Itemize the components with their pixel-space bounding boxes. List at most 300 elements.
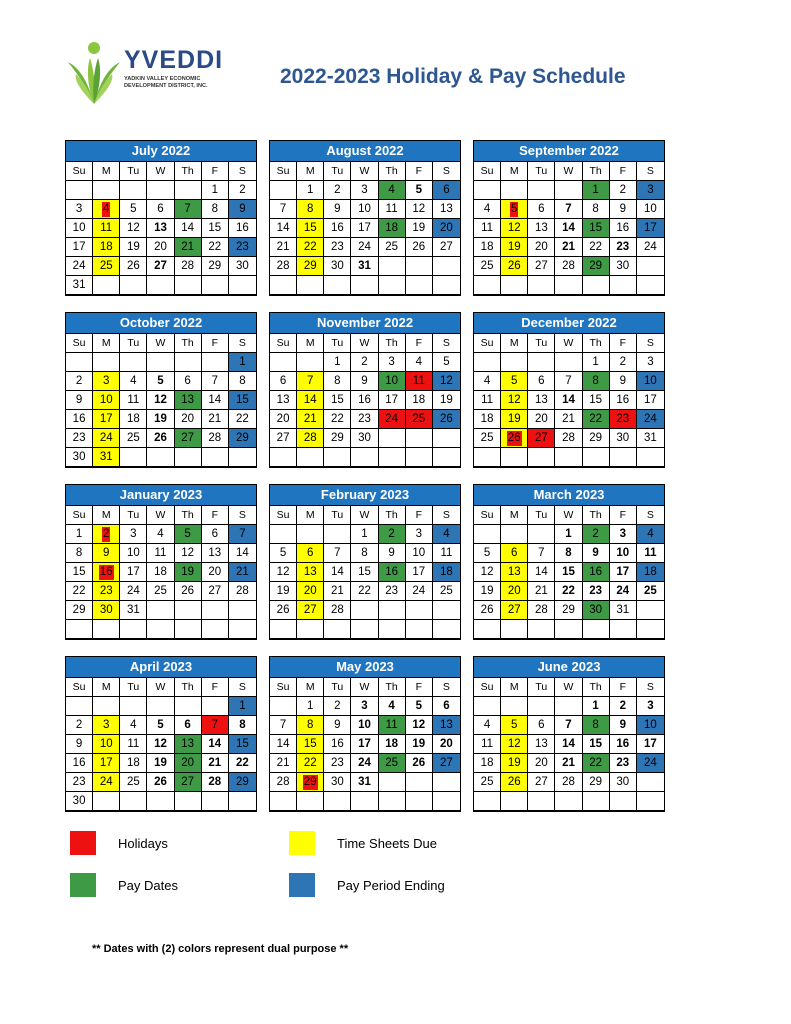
calendar-day: 15 <box>351 563 378 582</box>
weekday-header: S <box>433 678 460 697</box>
calendar-day: 20 <box>270 410 297 429</box>
calendar-day: 6 <box>147 200 174 219</box>
empty-day <box>583 448 610 467</box>
empty-day <box>474 697 501 716</box>
calendar-day: 20 <box>175 410 202 429</box>
weekday-header: M <box>93 162 120 181</box>
calendar-day: 3 <box>93 372 120 391</box>
calendar-day: 26 <box>147 773 174 792</box>
empty-day <box>406 792 433 811</box>
weekday-header: Th <box>583 334 610 353</box>
weekday-header: M <box>297 334 324 353</box>
empty-day <box>501 181 528 200</box>
calendar-day: 6 <box>528 200 555 219</box>
empty-day <box>555 276 582 295</box>
calendar-day: 27 <box>202 582 229 601</box>
calendar-day: 2 <box>66 372 93 391</box>
calendar-day: 4 <box>474 200 501 219</box>
calendar-day: 10 <box>406 544 433 563</box>
calendar-day: 26 <box>501 773 528 792</box>
calendar-day: 26 <box>433 410 460 429</box>
calendar-day: 19 <box>120 238 147 257</box>
calendar-day: 2 <box>324 181 351 200</box>
leaf-logo-icon <box>66 40 122 106</box>
empty-day <box>147 792 174 811</box>
weekday-header: W <box>351 162 378 181</box>
empty-day <box>610 448 637 467</box>
calendar-day: 13 <box>175 391 202 410</box>
empty-day <box>474 525 501 544</box>
calendar-day: 2 <box>379 525 406 544</box>
empty-day <box>637 448 664 467</box>
calendar-day: 9 <box>610 200 637 219</box>
calendar-day: 16 <box>351 391 378 410</box>
calendar-day: 1 <box>583 353 610 372</box>
calendar-day: 7 <box>202 372 229 391</box>
calendar-day: 7 <box>555 716 582 735</box>
calendar-day: 19 <box>406 219 433 238</box>
empty-day <box>379 448 406 467</box>
calendar-day: 11 <box>120 735 147 754</box>
weekday-header: F <box>406 678 433 697</box>
empty-day <box>379 276 406 295</box>
calendar-day: 7 <box>555 200 582 219</box>
empty-day <box>147 620 174 639</box>
empty-day <box>501 353 528 372</box>
calendar-day: 10 <box>93 735 120 754</box>
calendar-day: 9 <box>324 200 351 219</box>
weekday-header: Tu <box>528 506 555 525</box>
calendar-day: 24 <box>610 582 637 601</box>
calendar-day: 12 <box>147 391 174 410</box>
calendar-day: 5 <box>120 200 147 219</box>
calendar-day: 9 <box>66 391 93 410</box>
calendar-day: 18 <box>379 735 406 754</box>
legend-timesheets-swatch <box>289 831 315 855</box>
calendar-day: 18 <box>120 754 147 773</box>
empty-day <box>175 353 202 372</box>
weekday-header: Th <box>583 678 610 697</box>
calendar-day: 26 <box>270 601 297 620</box>
calendar-day: 13 <box>501 563 528 582</box>
empty-day <box>324 525 351 544</box>
calendar-day: 25 <box>406 410 433 429</box>
calendar-day: 24 <box>93 429 120 448</box>
calendar-day: 19 <box>270 582 297 601</box>
calendar-day: 3 <box>93 716 120 735</box>
calendar-day: 22 <box>583 410 610 429</box>
calendar-day: 7 <box>229 525 256 544</box>
calendar-day: 5 <box>406 181 433 200</box>
empty-day <box>147 448 174 467</box>
weekday-header: Tu <box>324 162 351 181</box>
calendar-day: 27 <box>433 238 460 257</box>
empty-day <box>528 448 555 467</box>
calendar-day: 16 <box>379 563 406 582</box>
weekday-header: F <box>610 506 637 525</box>
empty-day <box>610 792 637 811</box>
empty-day <box>528 792 555 811</box>
holiday-marker: 4 <box>103 203 110 215</box>
empty-day <box>175 276 202 295</box>
empty-day <box>297 353 324 372</box>
calendar-day: 4 <box>379 181 406 200</box>
weekday-header: Tu <box>324 506 351 525</box>
calendar-day: 18 <box>474 410 501 429</box>
calendar-day: 26 <box>175 582 202 601</box>
calendar-day: 4 <box>147 525 174 544</box>
empty-day <box>175 181 202 200</box>
calendar-day: 1 <box>297 697 324 716</box>
legend-paydates-swatch <box>70 873 96 897</box>
month-title: February 2023 <box>270 485 460 506</box>
calendar-day: 31 <box>351 773 378 792</box>
month-calendar <box>473 656 665 812</box>
calendar-day: 6 <box>433 181 460 200</box>
calendar-day: 10 <box>379 372 406 391</box>
calendar-day: 11 <box>379 716 406 735</box>
empty-day <box>175 697 202 716</box>
calendar-day: 26 <box>406 754 433 773</box>
calendar-day: 1 <box>229 697 256 716</box>
empty-day <box>324 448 351 467</box>
empty-day <box>147 181 174 200</box>
calendar-day: 17 <box>120 563 147 582</box>
month-title: December 2022 <box>474 313 664 334</box>
calendar-day: 30 <box>66 448 93 467</box>
empty-day <box>379 792 406 811</box>
empty-day <box>120 181 147 200</box>
empty-day <box>229 620 256 639</box>
empty-day <box>270 276 297 295</box>
empty-day <box>528 181 555 200</box>
empty-day <box>297 792 324 811</box>
weekday-header: W <box>351 506 378 525</box>
weekday-header: Th <box>175 506 202 525</box>
weekday-header: M <box>501 162 528 181</box>
calendar-day: 25 <box>474 429 501 448</box>
month-calendar <box>473 140 665 296</box>
calendar-day: 26 <box>406 238 433 257</box>
empty-day <box>406 448 433 467</box>
calendar-day: 22 <box>66 582 93 601</box>
calendar-day: 17 <box>406 563 433 582</box>
empty-day <box>202 792 229 811</box>
holiday-marker: 5 <box>511 203 518 215</box>
page-title: 2022-2023 Holiday & Pay Schedule <box>280 65 626 88</box>
calendar-day: 6 <box>270 372 297 391</box>
calendar-day: 7 <box>270 716 297 735</box>
empty-day <box>270 448 297 467</box>
weekday-header: Su <box>66 506 93 525</box>
calendar-day: 21 <box>202 410 229 429</box>
calendar-day: 20 <box>147 238 174 257</box>
weekday-header: Th <box>379 506 406 525</box>
empty-day <box>324 792 351 811</box>
calendar-day: 21 <box>324 582 351 601</box>
calendar-day: 3 <box>406 525 433 544</box>
weekday-header: Su <box>270 162 297 181</box>
calendar-day: 1 <box>555 525 582 544</box>
empty-day <box>433 257 460 276</box>
empty-day <box>175 448 202 467</box>
weekday-header: S <box>229 506 256 525</box>
calendar-day: 8 <box>583 716 610 735</box>
calendar-day: 21 <box>555 238 582 257</box>
empty-day <box>379 773 406 792</box>
weekday-header: M <box>501 334 528 353</box>
calendar-day: 5 <box>406 697 433 716</box>
empty-day <box>433 276 460 295</box>
calendar-day: 13 <box>270 391 297 410</box>
weekday-header: M <box>297 506 324 525</box>
empty-day <box>120 620 147 639</box>
calendar-day: 27 <box>528 257 555 276</box>
empty-day <box>351 601 378 620</box>
empty-day <box>406 773 433 792</box>
calendar-day: 30 <box>351 429 378 448</box>
calendar-day: 30 <box>66 792 93 811</box>
calendar-day: 23 <box>229 238 256 257</box>
empty-day <box>270 353 297 372</box>
calendar-day: 20 <box>528 754 555 773</box>
calendar-day: 18 <box>433 563 460 582</box>
calendar-day: 13 <box>433 716 460 735</box>
calendar-day: 27 <box>270 429 297 448</box>
empty-day <box>474 792 501 811</box>
calendar-day: 19 <box>501 410 528 429</box>
calendar-day: 11 <box>120 391 147 410</box>
calendar-day: 24 <box>351 238 378 257</box>
calendar-day: 17 <box>637 219 664 238</box>
calendar-day: 10 <box>637 372 664 391</box>
weekday-header: F <box>406 506 433 525</box>
month-title: June 2023 <box>474 657 664 678</box>
calendar-day: 19 <box>501 238 528 257</box>
weekday-header: Su <box>474 162 501 181</box>
calendar-day: 24 <box>637 754 664 773</box>
calendar-day: 14 <box>270 219 297 238</box>
calendar-day: 28 <box>175 257 202 276</box>
calendar-day: 29 <box>583 257 610 276</box>
calendar-day: 7 <box>555 372 582 391</box>
calendar-day: 28 <box>555 429 582 448</box>
empty-day <box>501 697 528 716</box>
weekday-header: F <box>202 506 229 525</box>
calendar-day: 28 <box>270 773 297 792</box>
calendar-day: 31 <box>93 448 120 467</box>
empty-day <box>270 697 297 716</box>
calendar-day: 27 <box>175 429 202 448</box>
calendar-day: 17 <box>637 391 664 410</box>
calendar-day: 24 <box>120 582 147 601</box>
calendar-day: 1 <box>66 525 93 544</box>
calendar-day: 31 <box>351 257 378 276</box>
legend-paydates-label: Pay Dates <box>118 878 178 893</box>
calendar-day: 3 <box>610 525 637 544</box>
calendar-day: 6 <box>297 544 324 563</box>
calendar-day: 28 <box>229 582 256 601</box>
calendar-day: 1 <box>297 181 324 200</box>
weekday-header: Th <box>583 162 610 181</box>
calendar-day: 9 <box>66 735 93 754</box>
weekday-header: F <box>202 334 229 353</box>
calendar-day: 14 <box>202 735 229 754</box>
weekday-header: S <box>637 162 664 181</box>
calendar-day: 20 <box>433 735 460 754</box>
calendar-day: 25 <box>433 582 460 601</box>
calendar-day: 11 <box>637 544 664 563</box>
legend-payperiod-swatch <box>289 873 315 897</box>
logo-subtitle: YADKIN VALLEY ECONOMIC DEVELOPMENT DISTRICT, INC. <box>124 76 208 89</box>
calendar-day: 8 <box>297 200 324 219</box>
calendar-day: 6 <box>175 716 202 735</box>
calendar-day: 10 <box>610 544 637 563</box>
calendar-day: 14 <box>175 219 202 238</box>
calendar-day: 30 <box>93 601 120 620</box>
weekday-header: M <box>501 506 528 525</box>
calendar-day: 16 <box>324 735 351 754</box>
month-title: March 2023 <box>474 485 664 506</box>
calendar-day: 17 <box>93 410 120 429</box>
weekday-header: W <box>351 678 378 697</box>
calendar-day: 19 <box>406 735 433 754</box>
empty-day <box>555 697 582 716</box>
calendar-day: 10 <box>351 716 378 735</box>
calendar-day: 6 <box>528 716 555 735</box>
calendar-day: 8 <box>229 716 256 735</box>
empty-day <box>202 620 229 639</box>
weekday-header: Tu <box>324 334 351 353</box>
calendar-day: 23 <box>66 773 93 792</box>
legend-timesheets-label: Time Sheets Due <box>337 836 437 851</box>
weekday-header: M <box>297 162 324 181</box>
month-calendar <box>65 140 257 296</box>
empty-day <box>474 620 501 639</box>
calendar-day: 4 <box>474 716 501 735</box>
calendar-day: 28 <box>297 429 324 448</box>
month-title: August 2022 <box>270 141 460 162</box>
weekday-header: Tu <box>528 678 555 697</box>
empty-day <box>202 697 229 716</box>
calendar-day: 15 <box>583 219 610 238</box>
legend-payperiod-label: Pay Period Ending <box>337 878 445 893</box>
holiday-marker: 2 <box>103 528 110 540</box>
empty-day <box>202 601 229 620</box>
calendar-day: 10 <box>66 219 93 238</box>
calendar-day: 19 <box>147 410 174 429</box>
calendar-day: 27 <box>528 429 555 448</box>
calendar-day: 14 <box>229 544 256 563</box>
empty-day <box>120 792 147 811</box>
calendar-day: 15 <box>202 219 229 238</box>
calendar-day: 27 <box>175 773 202 792</box>
calendar-day: 13 <box>147 219 174 238</box>
calendar-day: 22 <box>583 238 610 257</box>
calendar-day: 30 <box>610 773 637 792</box>
empty-day <box>406 620 433 639</box>
calendar-day: 17 <box>379 391 406 410</box>
empty-day <box>270 181 297 200</box>
calendar-day: 13 <box>202 544 229 563</box>
month-calendar <box>269 656 461 812</box>
weekday-header: Th <box>175 678 202 697</box>
weekday-header: Su <box>270 678 297 697</box>
calendar-day: 14 <box>202 391 229 410</box>
empty-day <box>583 620 610 639</box>
calendar-day: 28 <box>324 601 351 620</box>
empty-day <box>474 181 501 200</box>
calendar-day: 14 <box>555 391 582 410</box>
calendar-day: 9 <box>229 200 256 219</box>
weekday-header: Tu <box>324 678 351 697</box>
weekday-header: W <box>555 334 582 353</box>
weekday-header: Su <box>270 506 297 525</box>
calendar-day: 14 <box>270 735 297 754</box>
calendar-day: 8 <box>583 200 610 219</box>
calendar-day: 2 <box>229 181 256 200</box>
calendar-day: 1 <box>583 181 610 200</box>
empty-day <box>297 448 324 467</box>
empty-day <box>528 353 555 372</box>
empty-day <box>379 601 406 620</box>
calendar-day: 10 <box>93 391 120 410</box>
calendar-day: 8 <box>202 200 229 219</box>
empty-day <box>501 792 528 811</box>
calendar-day: 25 <box>474 773 501 792</box>
calendar-day: 22 <box>351 582 378 601</box>
holiday-marker: 26 <box>507 432 521 444</box>
calendar-day: 5 <box>501 716 528 735</box>
weekday-header: Th <box>379 678 406 697</box>
weekday-header: Tu <box>120 678 147 697</box>
holiday-marker: 29 <box>303 776 317 788</box>
empty-day <box>297 620 324 639</box>
weekday-header: W <box>351 334 378 353</box>
calendar-day: 6 <box>202 525 229 544</box>
empty-day <box>501 525 528 544</box>
weekday-header: Su <box>66 162 93 181</box>
month-title: September 2022 <box>474 141 664 162</box>
calendar-day: 29 <box>555 601 582 620</box>
calendar-day: 1 <box>202 181 229 200</box>
calendar-day: 20 <box>297 582 324 601</box>
weekday-header: Su <box>270 334 297 353</box>
empty-day <box>528 276 555 295</box>
calendar-day: 29 <box>229 773 256 792</box>
month-title: January 2023 <box>66 485 256 506</box>
calendar-day: 16 <box>66 754 93 773</box>
calendar-day: 18 <box>93 238 120 257</box>
empty-day <box>351 620 378 639</box>
calendar-day: 22 <box>555 582 582 601</box>
calendar-day: 23 <box>93 582 120 601</box>
calendar-day: 3 <box>351 181 378 200</box>
calendar-day: 12 <box>501 219 528 238</box>
weekday-header: Th <box>379 334 406 353</box>
calendar-day: 17 <box>93 754 120 773</box>
calendar-day: 5 <box>501 372 528 391</box>
empty-day <box>501 620 528 639</box>
weekday-header: Su <box>474 678 501 697</box>
calendar-day: 28 <box>555 773 582 792</box>
calendar-day: 4 <box>433 525 460 544</box>
calendar-day: 24 <box>406 582 433 601</box>
calendar-day: 9 <box>610 372 637 391</box>
empty-day <box>433 448 460 467</box>
calendar-day: 30 <box>610 429 637 448</box>
weekday-header: W <box>147 678 174 697</box>
